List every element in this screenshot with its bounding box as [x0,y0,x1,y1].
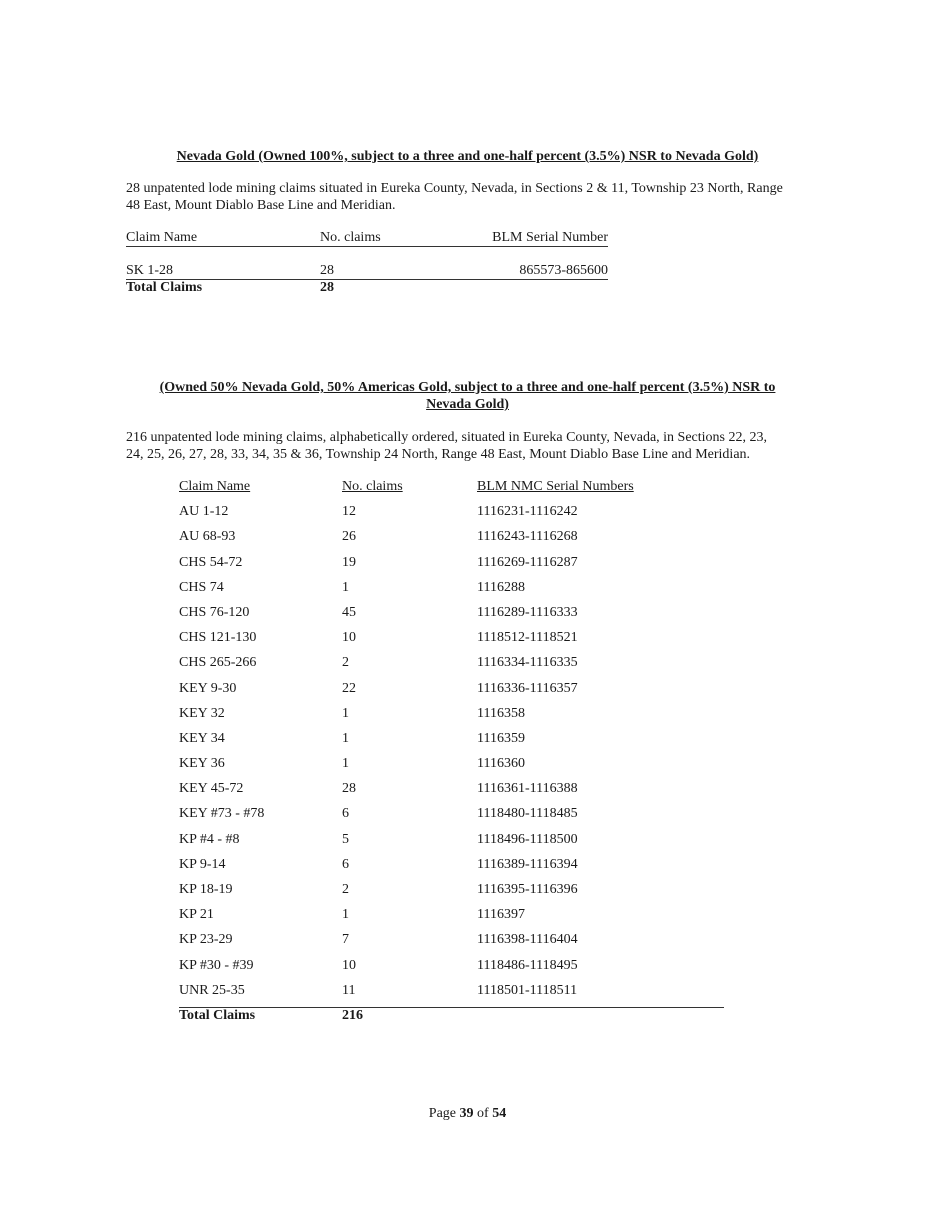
table-body [179,504,724,1008]
claim-serial: 865573-865600 [519,263,608,278]
header-no-claims: No. claims [320,230,381,245]
claim-count: 28 [342,781,356,797]
claim-count: 45 [342,604,356,620]
section1-description [126,180,826,214]
header-claim-name: Claim Name [126,230,198,245]
table-row [179,655,724,680]
claim-serial: 1116398-1116404 [477,932,578,948]
heading-line: Nevada Gold) [426,397,509,412]
page-current: 39 [459,1106,474,1121]
claim-count: 11 [342,982,356,998]
claim-count: 1 [342,705,349,721]
section1-heading: Nevada Gold (Owned 100%, subject to a three and one-half percent (3.5%) NSR to Nevada Gold) [176,149,759,164]
table-row [179,555,724,580]
description-line: 24, 25, 26, 27, 28, 33, 34, 35 & 36, Township 24 North, Range 48 East, Mount Diablo Base Line and Meridian. [126,447,751,462]
claim-name: KP #30 - #39 [179,957,254,973]
heading-line: (Owned 50% Nevada Gold, 50% Americas Gold, subject to a three and one-half percent (3.5%) NSR to [159,380,776,395]
total-label: Total Claims [126,280,203,295]
claim-serial: 1116288 [477,579,525,595]
table-row [179,806,724,831]
header-serial: BLM NMC Serial Numbers [477,479,634,494]
claim-count: 22 [342,680,356,696]
table-row [179,630,724,655]
table-header-row [126,230,608,247]
table-row [126,263,608,280]
table-row [179,756,724,781]
table-row [179,882,724,907]
claim-name: CHS 265-266 [179,655,257,671]
table-row [179,504,724,529]
claim-name: SK 1-28 [126,263,174,278]
claim-name: AU 68-93 [179,529,236,545]
claim-serial: 1116269-1116287 [477,554,578,570]
page-prefix: Page [428,1106,460,1121]
claim-name: KP #4 - #8 [179,831,240,847]
total-row [179,1008,724,1033]
claim-count: 1 [342,579,349,595]
section1-total [126,280,608,297]
claim-count: 19 [342,554,356,570]
claim-serial: 1116334-1116335 [477,655,578,671]
table-row [179,832,724,857]
claim-name: CHS 76-120 [179,604,250,620]
claim-name: CHS 74 [179,579,224,595]
claim-count: 10 [342,957,356,973]
claim-serial: 1118496-1118500 [477,831,578,847]
claim-count: 1 [342,907,349,923]
claim-count: 26 [342,529,356,545]
claim-serial: 1116231-1116242 [477,504,578,520]
description-line: 216 unpatented lode mining claims, alphabetically ordered, situated in Eureka County, Nevada, in Sections 22, 23, [126,430,767,445]
total-value: 28 [320,280,334,295]
claim-name: KEY 32 [179,705,225,721]
claim-count: 5 [342,831,349,847]
claim-count: 1 [342,730,349,746]
claim-name: CHS 54-72 [179,554,243,570]
claim-serial: 1116395-1116396 [477,882,578,897]
claim-serial: 1116243-1116268 [477,529,578,545]
table-row [179,681,724,706]
claim-name: KEY 45-72 [179,781,244,797]
table-row [179,857,724,882]
total-label: Total Claims [179,1008,256,1023]
claim-name: UNR 25-35 [179,982,245,998]
page-total: 54 [492,1106,507,1121]
claim-serial: 1118512-1118521 [477,630,578,646]
header-serial: BLM Serial Number [492,230,608,245]
section2-claims-table [179,479,724,1008]
description-line: 28 unpatented lode mining claims situated in Eureka County, Nevada, in Sections 2 & 11, Township 23 North, Range [126,181,783,196]
claim-count: 28 [320,263,334,278]
table-row [179,932,724,957]
table-row [179,580,724,605]
claim-count: 10 [342,630,356,646]
description-line: 48 East, Mount Diablo Base Line and Meridian. [126,198,396,213]
header-claim-name: Claim Name [179,479,251,494]
claim-count: 2 [342,882,349,897]
claim-name: KP 18-19 [179,882,233,897]
claim-serial: 1116360 [477,756,525,772]
total-row [126,280,608,297]
table-row [179,706,724,731]
claim-serial: 1116359 [477,730,525,746]
page-number [0,1106,935,1122]
claim-name: KP 23-29 [179,932,233,948]
claim-serial: 1116397 [477,907,525,923]
header-no-claims: No. claims [342,479,403,494]
table-row [179,907,724,932]
claim-name: KEY 36 [179,756,225,772]
table-row [179,781,724,806]
header-underline [126,246,608,247]
section1-claims-table [126,230,608,247]
claim-name: KEY 34 [179,730,225,746]
section2-description [126,429,826,463]
table-row [179,529,724,554]
page-of: of [473,1106,493,1121]
table-row [179,605,724,630]
claim-name: CHS 121-130 [179,630,257,646]
claim-count: 12 [342,504,356,520]
claim-serial: 1118501-1118511 [477,982,578,998]
claim-count: 7 [342,932,349,948]
claim-serial: 1116361-1116388 [477,781,578,797]
section2-total [179,1008,724,1033]
claim-count: 6 [342,856,349,872]
claim-serial: 1116389-1116394 [477,856,578,872]
claim-name: AU 1-12 [179,504,229,520]
claim-count: 2 [342,655,349,671]
table-row [179,958,724,983]
claim-serial: 1118480-1118485 [477,806,578,822]
claim-name: KP 21 [179,907,214,923]
section2-heading [0,379,935,413]
claim-count: 6 [342,806,349,822]
section1-claims-body [126,263,608,280]
table-row [179,731,724,756]
claim-serial: 1116358 [477,705,525,721]
claim-name: KP 9-14 [179,856,226,872]
claim-name: KEY #73 - #78 [179,806,265,822]
claim-serial: 1118486-1118495 [477,957,578,973]
claim-name: KEY 9-30 [179,680,237,696]
claim-serial: 1116336-1116357 [477,680,578,696]
table-header-row [179,479,724,504]
table-row [179,983,724,1008]
claim-count: 1 [342,756,349,772]
total-value: 216 [342,1008,363,1023]
claim-serial: 1116289-1116333 [477,604,578,620]
